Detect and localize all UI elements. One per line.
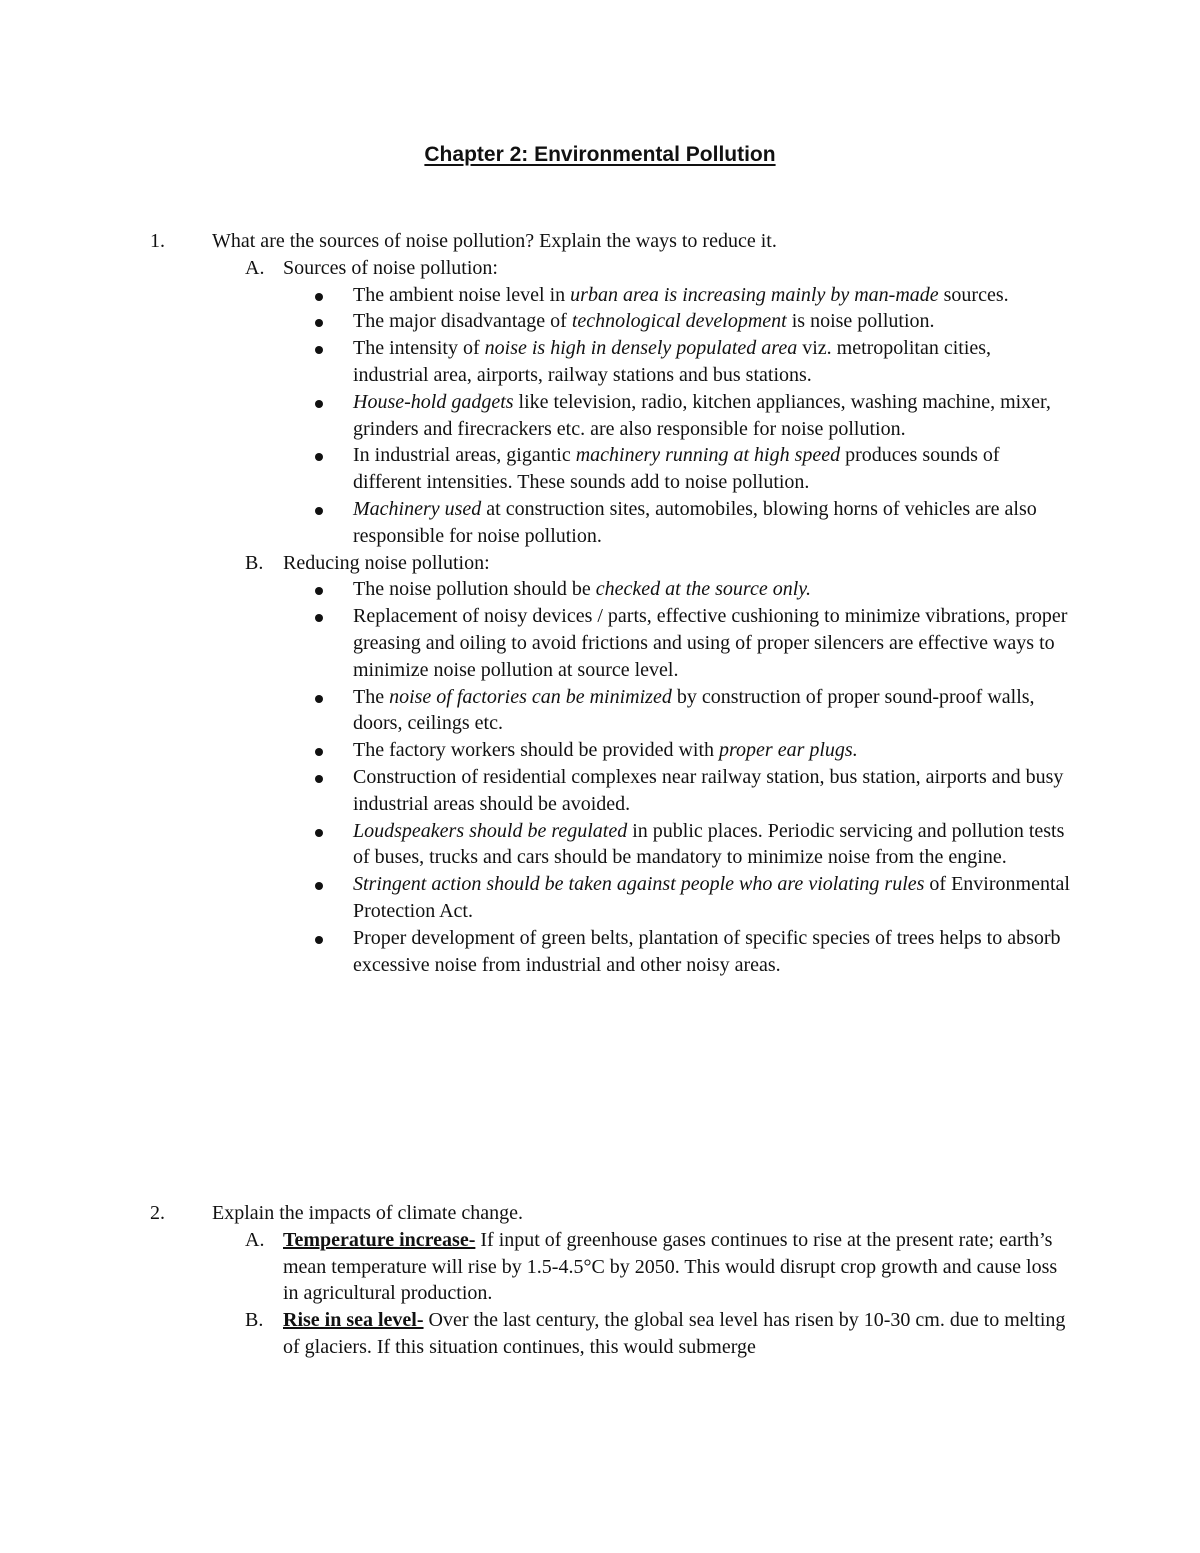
bullet-icon bbox=[315, 829, 323, 837]
list-item: Loudspeakers should be regulated in public places. Periodic servicing and pollution tests of buses, trucks and cars should be mandatory to minimize noise from the engine. bbox=[150, 818, 1070, 872]
list-item: Construction of residential complexes near railway station, bus station, airports and busy industrial areas should be avoided. bbox=[150, 764, 1070, 818]
bullet-icon bbox=[315, 936, 323, 944]
list-item: House-hold gadgets like television, radio, kitchen appliances, washing machine, mixer, grinders and firecrackers etc. are also responsible for noise pollution. bbox=[150, 389, 1070, 443]
list-item: The intensity of noise is high in densely populated area viz. metropolitan cities, industrial area, airports, railway stations and bus stations. bbox=[150, 335, 1070, 389]
bullet-icon bbox=[315, 882, 323, 890]
question-2 bbox=[150, 1200, 1070, 1361]
subsection-b bbox=[150, 550, 1070, 577]
subsection-heading: Temperature increase- bbox=[283, 1228, 476, 1251]
bullet-icon bbox=[315, 453, 323, 461]
reducing-list bbox=[150, 576, 1070, 978]
bullet-icon bbox=[315, 346, 323, 354]
subsection-a bbox=[150, 1227, 1070, 1307]
question-number: 2. bbox=[150, 1202, 165, 1224]
subsection-b bbox=[150, 1307, 1070, 1361]
question-number: 1. bbox=[150, 230, 165, 252]
bullet-icon bbox=[315, 587, 323, 595]
list-item: The major disadvantage of technological development is noise pollution. bbox=[150, 308, 1070, 335]
subsection-heading: Reducing noise pollution: bbox=[283, 551, 490, 574]
subsection-letter: A. bbox=[245, 1228, 265, 1251]
question-text: What are the sources of noise pollution? Explain the ways to reduce it. bbox=[212, 230, 777, 252]
question-1 bbox=[150, 228, 1070, 978]
bullet-icon bbox=[315, 614, 323, 622]
sources-list bbox=[150, 282, 1070, 550]
list-item: The noise of factories can be minimized by construction of proper sound-proof walls, doors, ceilings etc. bbox=[150, 684, 1070, 738]
subsection-letter: B. bbox=[245, 551, 264, 574]
list-item: The noise pollution should be checked at the source only. bbox=[150, 576, 1070, 603]
bullet-icon bbox=[315, 775, 323, 783]
bullet-icon bbox=[315, 695, 323, 703]
subsection-text: Over the last century, the global sea level has risen by 10-30 cm. due to melting of glaciers. If this situation continues, this would submerge bbox=[283, 1309, 1066, 1358]
subsection-letter: B. bbox=[245, 1309, 264, 1332]
bullet-icon bbox=[315, 293, 323, 301]
bullet-icon bbox=[315, 400, 323, 408]
list-item: Proper development of green belts, plantation of specific species of trees helps to absorb excessive noise from industrial and other noisy areas. bbox=[150, 925, 1070, 979]
subsection-heading: Sources of noise pollution: bbox=[283, 256, 498, 279]
list-item: Replacement of noisy devices / parts, effective cushioning to minimize vibrations, proper greasing and oiling to avoid frictions and using of proper silencers are effective ways to minimize noise pollution at source level. bbox=[150, 603, 1070, 683]
question-1-line bbox=[150, 228, 1070, 255]
list-item: Machinery used at construction sites, automobiles, blowing horns of vehicles are also responsible for noise pollution. bbox=[150, 496, 1070, 550]
subsection-a bbox=[150, 255, 1070, 282]
page-title: Chapter 2: Environmental Pollution bbox=[424, 143, 776, 166]
bullet-icon bbox=[315, 319, 323, 327]
bullet-icon bbox=[315, 748, 323, 756]
list-item: The ambient noise level in urban area is increasing mainly by man-made sources. bbox=[150, 282, 1070, 309]
bullet-icon bbox=[315, 507, 323, 515]
subsection-heading: Rise in sea level- bbox=[283, 1309, 424, 1332]
question-text: Explain the impacts of climate change. bbox=[212, 1202, 523, 1224]
subsection-text: If input of greenhouse gases continues to rise at the present rate; earth’s mean temperature will rise by 1.5-4.5°C by 2050. This would disrupt crop growth and cause loss in agricultural production. bbox=[283, 1228, 1058, 1305]
list-item: The factory workers should be provided with proper ear plugs. bbox=[150, 737, 1070, 764]
list-item: In industrial areas, gigantic machinery running at high speed produces sounds of different intensities. These sounds add to noise pollution. bbox=[150, 442, 1070, 496]
subsection-letter: A. bbox=[245, 256, 265, 279]
list-item: Stringent action should be taken against people who are violating rules of Environmental Protection Act. bbox=[150, 871, 1070, 925]
question-2-line bbox=[150, 1200, 1070, 1227]
